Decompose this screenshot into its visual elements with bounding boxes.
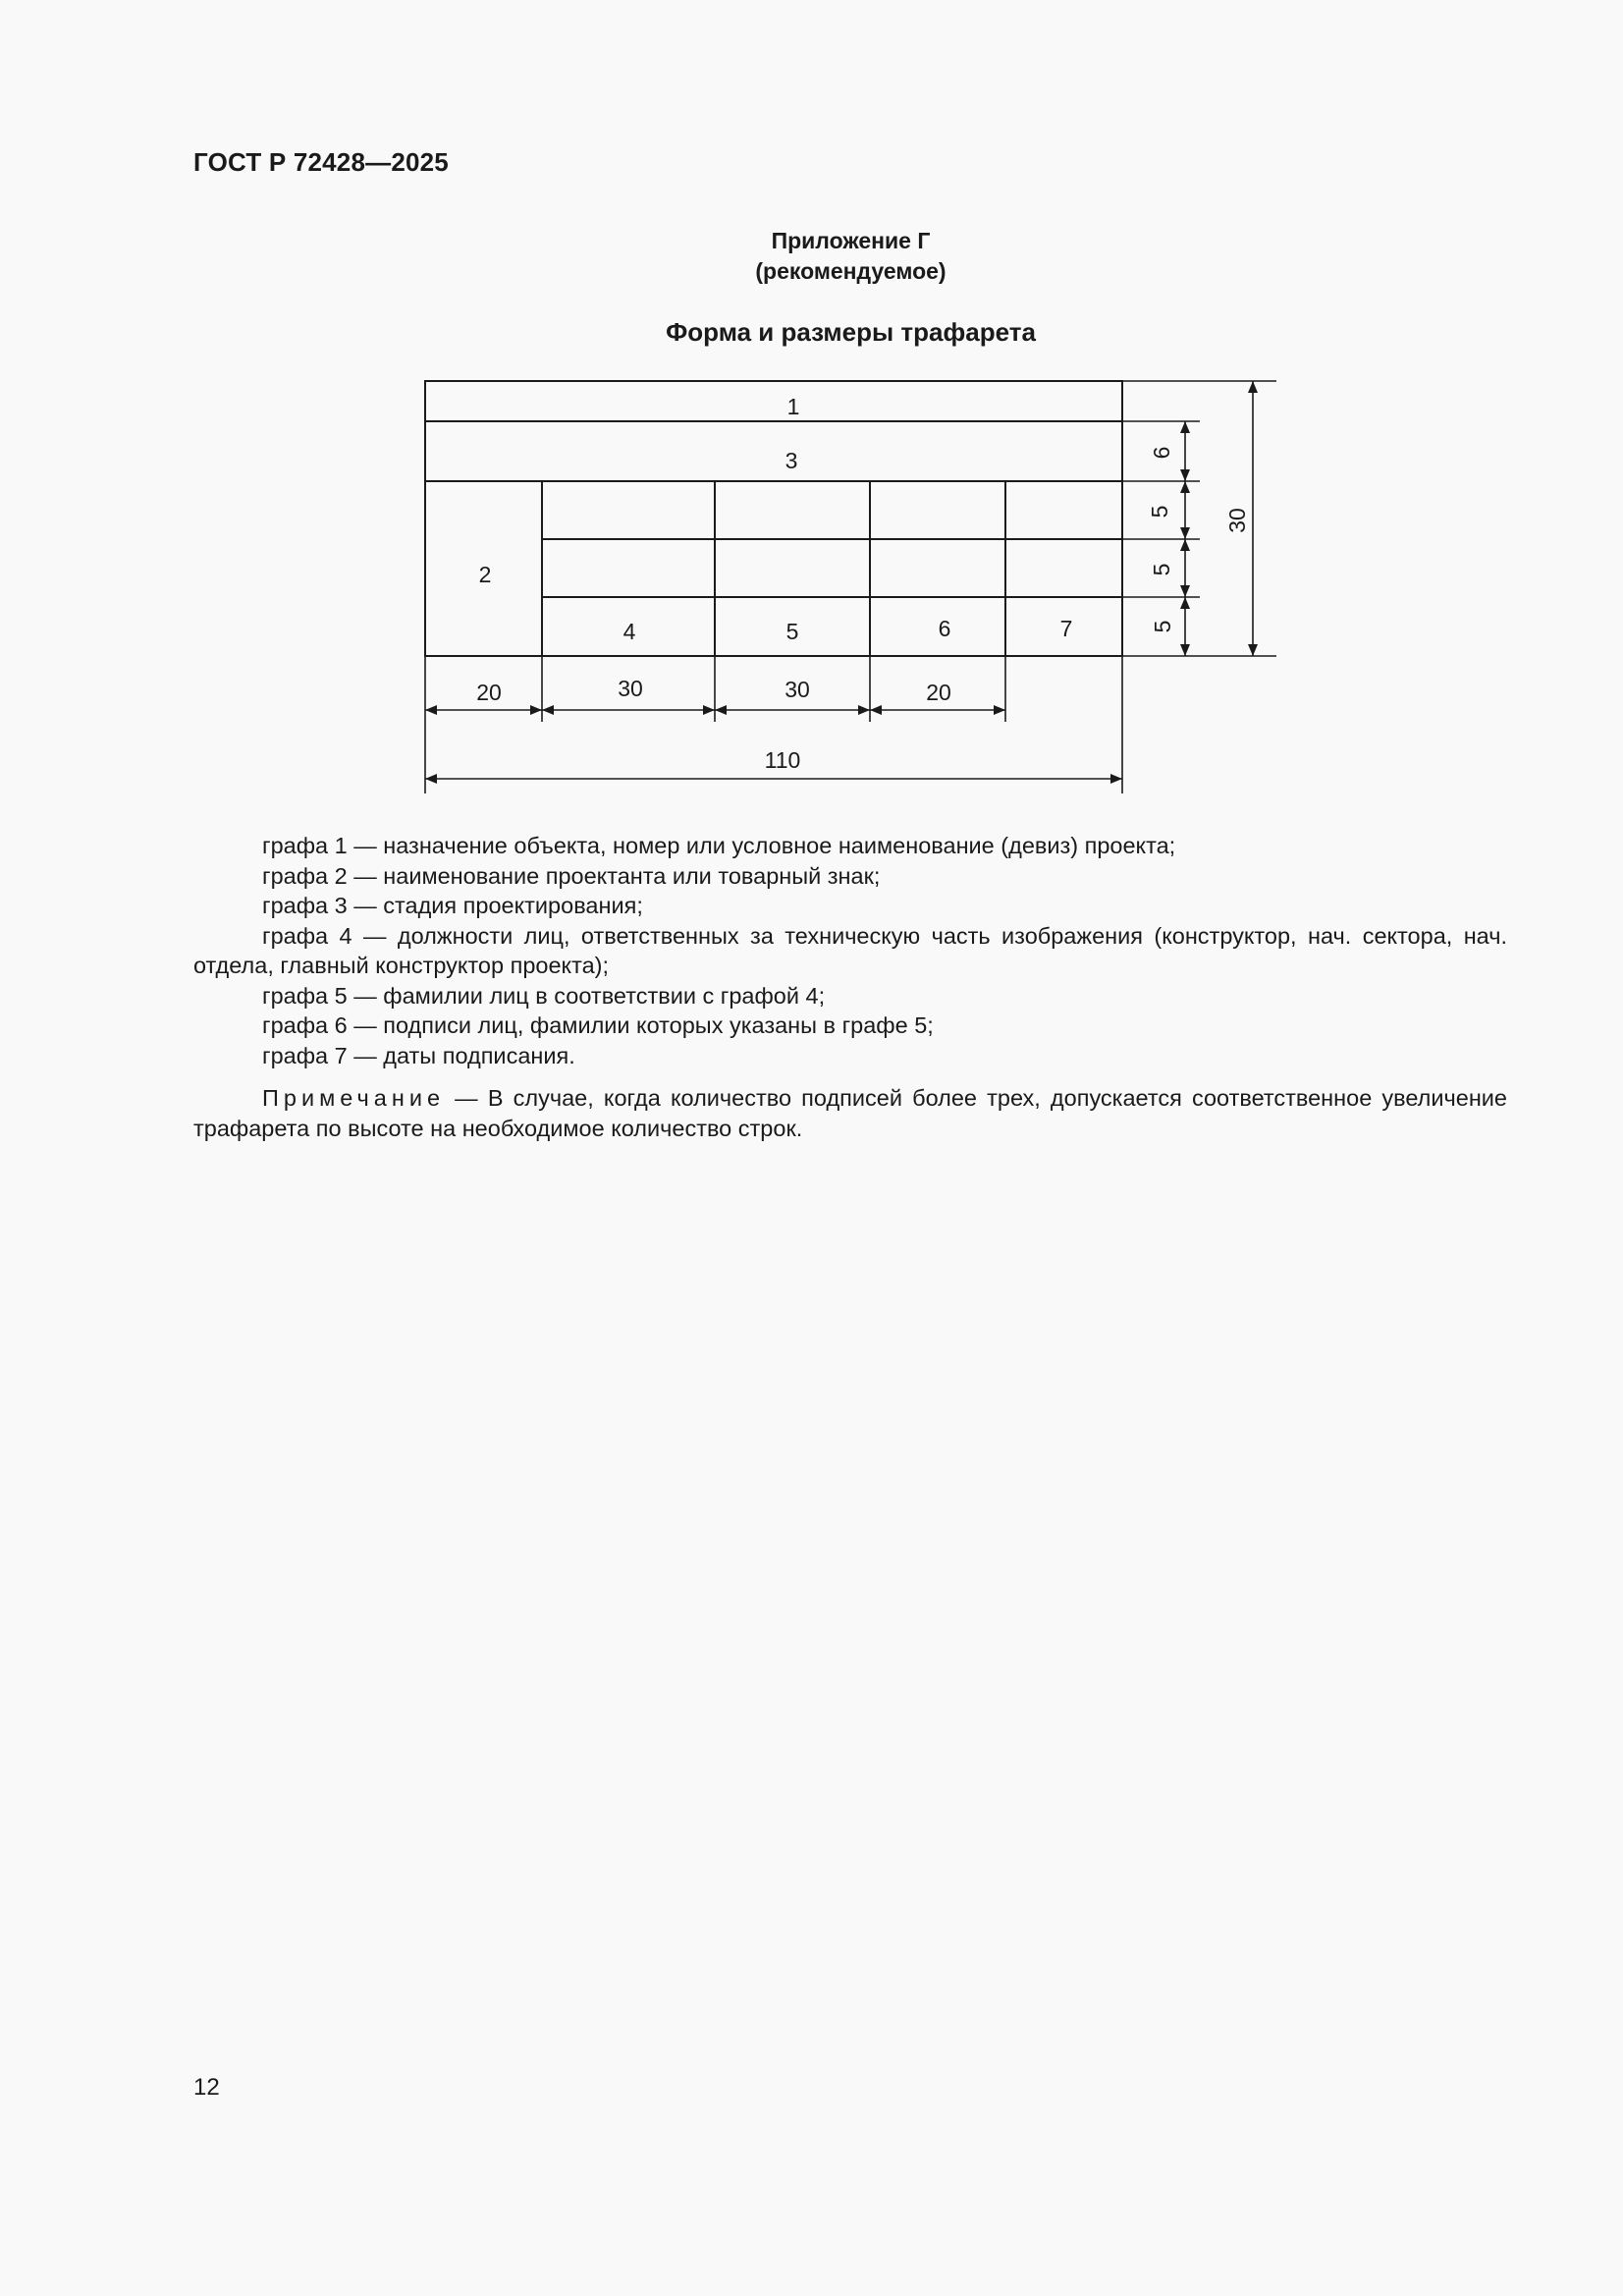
dim-total-height: 30 <box>1224 508 1250 533</box>
dim-height-5-a: 5 <box>1147 505 1172 519</box>
legend-item: графа 4 — должности лиц, ответственных за техническую часть изображения (конструктор, нач. сектора, нач. отдела, главный конструктор проекта); <box>193 922 1507 978</box>
stencil-frame <box>425 381 1122 656</box>
dim-height-5-c: 5 <box>1150 620 1175 633</box>
note-label: Примечание <box>262 1085 446 1111</box>
horizontal-dimensions <box>425 656 1122 793</box>
figure-title: Форма и размеры трафарета <box>666 317 1036 347</box>
dim-width-20-a: 20 <box>476 680 502 705</box>
dim-width-30-a: 30 <box>618 676 643 701</box>
dim-width-20-b: 20 <box>926 680 951 705</box>
legend-item: графа 5 — фамилии лиц в соответствии с графой 4; <box>262 982 826 1009</box>
legend-item: графа 2 — наименование проектанта или товарный знак; <box>262 862 881 889</box>
document-code: ГОСТ Р 72428—2025 <box>193 147 449 177</box>
legend-item: графа 7 — даты подписания. <box>262 1042 575 1068</box>
appendix-label: Приложение Г <box>771 228 931 253</box>
column-legend <box>193 831 1507 1070</box>
dim-width-30-b: 30 <box>784 677 810 702</box>
cell-7-label: 7 <box>1059 616 1073 641</box>
cell-3-label: 3 <box>784 448 798 473</box>
cell-6-label: 6 <box>938 616 951 641</box>
vertical-dimensions <box>1122 381 1276 656</box>
dim-total-width: 110 <box>764 747 801 773</box>
cell-2-label: 2 <box>478 562 492 587</box>
note-paragraph <box>193 1083 1507 1144</box>
cell-1-label: 1 <box>786 394 800 419</box>
legend-item: графа 3 — стадия проектирования; <box>262 893 643 918</box>
legend-item: графа 6 — подписи лиц, фамилии которых указаны в графе 5; <box>262 1012 934 1038</box>
appendix-status: (рекомендуемое) <box>755 258 947 284</box>
stencil-drawing <box>0 0 1623 805</box>
cell-5-label: 5 <box>785 619 799 644</box>
dim-height-5-b: 5 <box>1149 563 1174 576</box>
legend-item: графа 1 — назначение объекта, номер или условное наименование (девиз) проекта; <box>262 833 1176 858</box>
note-text: — В случае, когда количество подписей более трех, допускается соответственное увеличение трафарета по высоте на необходимое количество строк. <box>193 1085 1507 1141</box>
page-number: 12 <box>193 2074 220 2101</box>
cell-4-label: 4 <box>622 619 636 644</box>
dim-height-6: 6 <box>1149 446 1174 460</box>
